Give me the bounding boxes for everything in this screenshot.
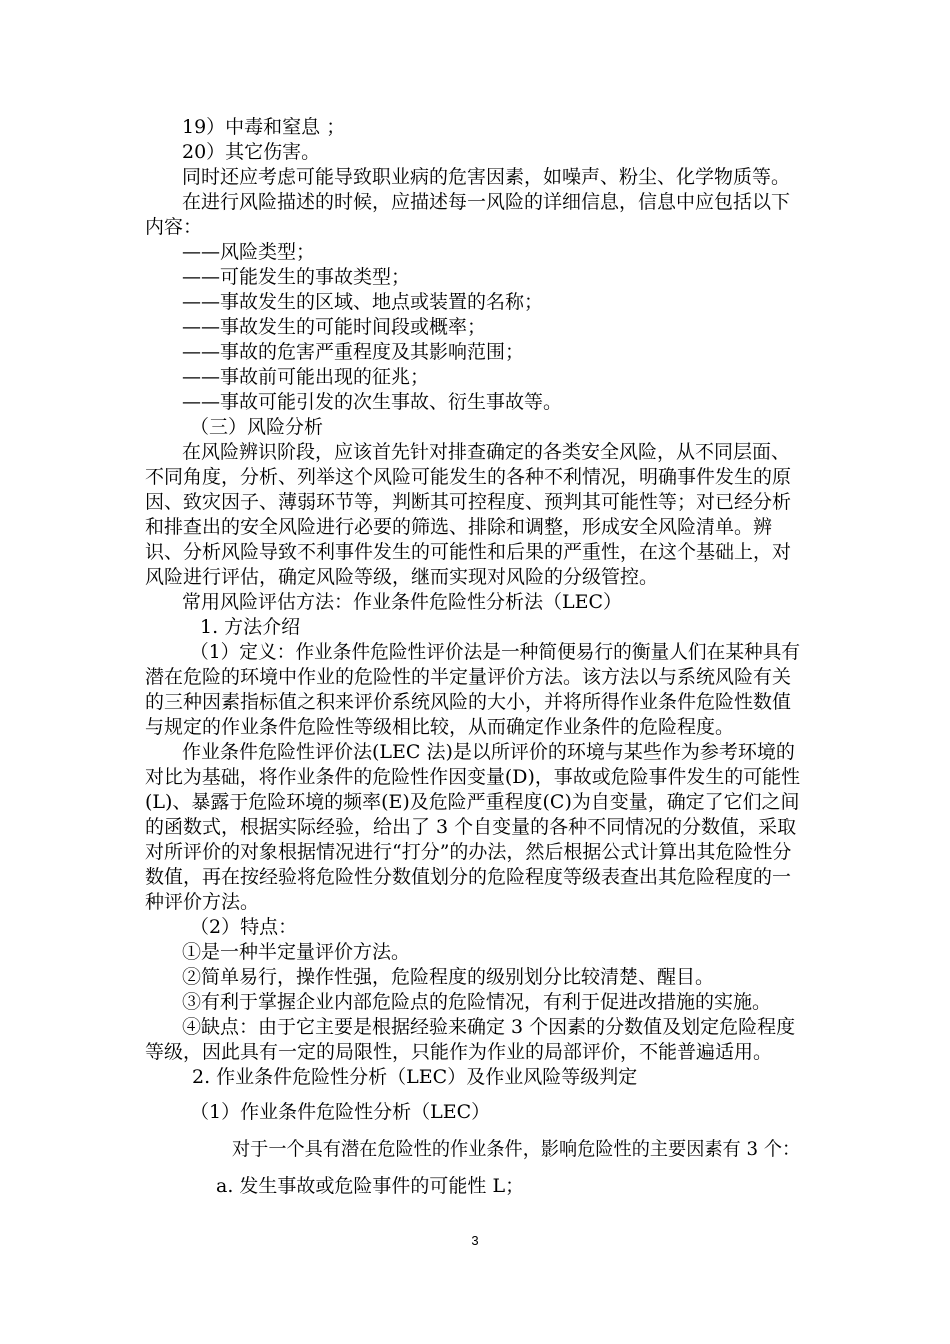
list-item: ——可能发生的事故类型； xyxy=(182,266,411,288)
list-item: 20）其它伤害。 xyxy=(182,141,321,163)
paragraph-line: 对所评价的对象根据情况进行“打分”的办法，然后根据公式计算出其危险性分 xyxy=(145,841,792,863)
list-item: ②简单易行，操作性强，危险程度的级别划分比较清楚、醒目。 xyxy=(182,966,715,988)
paragraph-line: 在进行风险描述的时候，应描述每一风险的详细信息，信息中应包括以下 xyxy=(182,191,791,213)
list-item: ——事故前可能出现的征兆； xyxy=(182,366,430,388)
paragraph-line: 常用风险评估方法：作业条件危险性分析法（LEC） xyxy=(182,591,623,613)
paragraph-line: 同时还应考虑可能导致职业病的危害因素，如噪声、粉尘、化学物质等。 xyxy=(182,166,791,188)
paragraph-line: 数值，再在按经验将危险性分数值划分的危险程度等级表查出其危险程度的一 xyxy=(145,866,792,888)
list-item: ——事故发生的可能时间段或概率； xyxy=(182,316,487,338)
section-heading: 1. 方法介绍 xyxy=(200,616,301,638)
list-item: ——事故可能引发的次生事故、衍生事故等。 xyxy=(182,391,563,413)
paragraph-line: 等级，因此具有一定的局限性，只能作为作业的局部评价，不能普遍适用。 xyxy=(145,1041,773,1063)
list-item: ——事故的危害严重程度及其影响范围； xyxy=(182,341,525,363)
list-item: 19）中毒和窒息 ； xyxy=(182,116,346,138)
paragraph-line: 识、分析风险导致不利事件发生的可能性和后果的严重性，在这个基础上，对 xyxy=(145,541,792,563)
list-item: a. 发生事故或危险事件的可能性 L； xyxy=(216,1175,525,1197)
list-item: ——风险类型； xyxy=(182,241,316,263)
section-heading: （三）风险分析 xyxy=(190,416,324,438)
paragraph-line: 对比为基础，将作业条件的危险性作因变量(D)，事故或危险事件发生的可能性 xyxy=(145,766,801,788)
list-item: ④缺点：由于它主要是根据经验来确定 3 个因素的分数值及划定危险程度 xyxy=(182,1016,796,1038)
paragraph-line: 对于一个具有潜在危险性的作业条件，影响危险性的主要因素有 3 个： xyxy=(232,1138,801,1160)
paragraph-line: 在风险辨识阶段，应该首先针对排查确定的各类安全风险，从不同层面、 xyxy=(182,441,791,463)
section-heading: 2. 作业条件危险性分析（LEC）及作业风险等级判定 xyxy=(192,1066,638,1088)
page-number: 3 xyxy=(471,1233,479,1248)
list-item: ③有利于掌握企业内部危险点的危险情况，有利于促进改措施的实施。 xyxy=(182,991,772,1013)
paragraph-line: 的三种因素指标值之积来评价系统风险的大小，并将所得作业条件危险性数值 xyxy=(145,691,792,713)
paragraph-line: 风险进行评估，确定风险等级，继而实现对风险的分级管控。 xyxy=(145,566,659,588)
paragraph-line: 和排查出的安全风险进行必要的筛选、排除和调整，形成安全风险清单。辨 xyxy=(145,516,773,538)
paragraph-line: （1）定义：作业条件危险性评价法是一种简便易行的衡量人们在某种具有 xyxy=(190,641,801,663)
paragraph-line: 与规定的作业条件危险性等级相比较，从而确定作业条件的危险程度。 xyxy=(145,716,735,738)
section-heading: （1）作业条件危险性分析（LEC） xyxy=(190,1101,491,1123)
list-item: ——事故发生的区域、地点或装置的名称； xyxy=(182,291,544,313)
list-item: ①是一种半定量评价方法。 xyxy=(182,941,411,963)
paragraph-line: 内容： xyxy=(145,216,203,238)
paragraph-line: 不同角度，分析、列举这个风险可能发生的各种不利情况，明确事件发生的原 xyxy=(145,466,792,488)
paragraph-line: 潜在危险的环境中作业的危险性的半定量评价方法。该方法以与系统风险有关 xyxy=(145,666,792,688)
paragraph-line: 种评价方法。 xyxy=(145,891,260,913)
paragraph-line: 作业条件危险性评价法(LEC 法)是以所评价的环境与某些作为参考环境的 xyxy=(182,741,795,763)
paragraph-line: 因、致灾因子、薄弱环节等，判断其可控程度、预判其可能性等；对已经分析 xyxy=(145,491,792,513)
section-heading: （2）特点： xyxy=(190,916,298,938)
paragraph-line: 的函数式，根据实际经验，给出了 3 个自变量的各种不同情况的分数值，采取 xyxy=(145,816,797,838)
paragraph-line: (L)、暴露于危险环境的频率(E)及危险严重程度(C)为自变量，确定了它们之间 xyxy=(145,791,800,813)
